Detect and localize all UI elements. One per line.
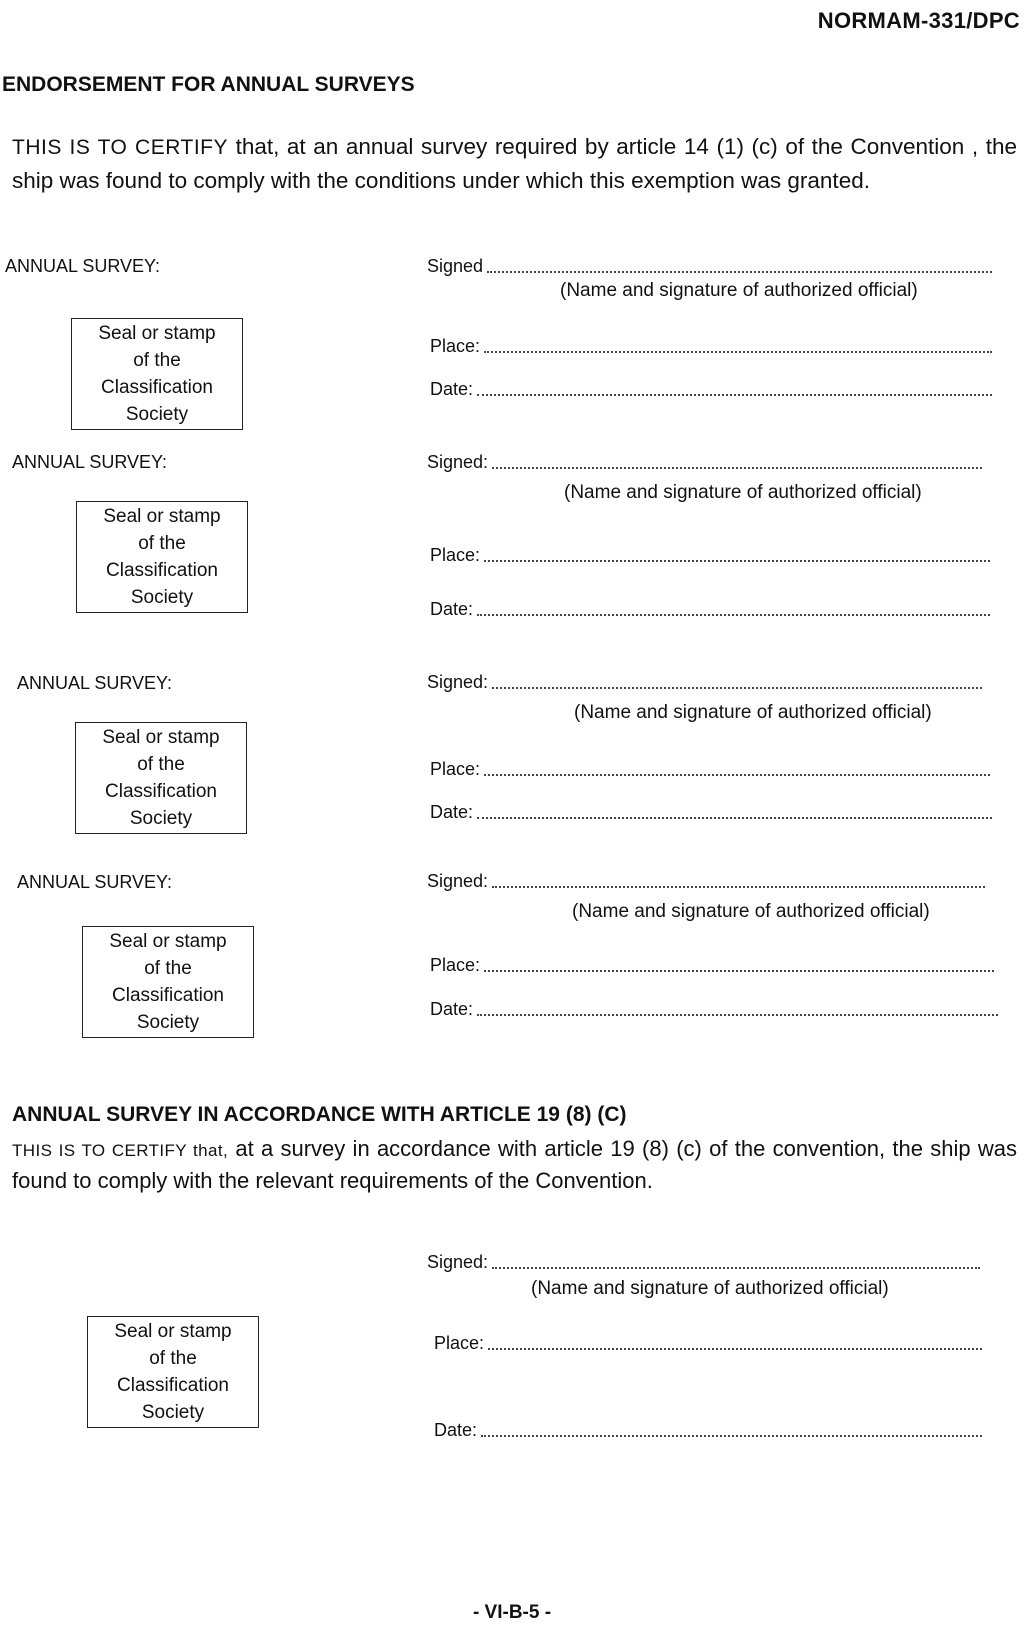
signed-line[interactable] [492, 872, 985, 888]
section-text: at a survey in accordance with article 19 (8) (c) of the convention, the ship was found to comply with the relevant requirements of the Convention. [12, 1136, 1017, 1193]
signed-line[interactable] [492, 673, 982, 689]
place-label: Place: [430, 759, 481, 779]
signed-caption-3: (Name and signature of authorized official) [574, 702, 932, 723]
place-label: Place: [434, 1333, 485, 1353]
date-label: Date: [430, 802, 474, 822]
signed-label: Signed: [427, 672, 489, 692]
signed-label: Signed: [427, 452, 489, 472]
date-label: Date: [430, 999, 474, 1019]
seal-box-2 [76, 501, 248, 613]
seal-line: Seal or stamp [102, 727, 220, 748]
seal-line: Seal or stamp [109, 931, 227, 952]
signed-line[interactable] [487, 257, 992, 273]
date-field-3[interactable] [430, 802, 992, 823]
section-lead: THIS IS TO CERTIFY that, [12, 1141, 229, 1160]
survey-label-4: ANNUAL SURVEY: [17, 872, 173, 892]
date-line[interactable] [477, 1000, 998, 1016]
signed-field-4[interactable] [427, 871, 985, 892]
seal-line: Classification [105, 781, 217, 802]
place-line[interactable] [488, 1334, 982, 1350]
place-line[interactable] [484, 760, 990, 776]
seal-line: Classification [117, 1375, 229, 1396]
seal-box-5 [87, 1316, 259, 1428]
date-label: Date: [434, 1420, 478, 1440]
seal-line: of the [144, 958, 192, 979]
seal-box-1 [71, 318, 243, 430]
place-label: Place: [430, 545, 481, 565]
survey-label-3: ANNUAL SURVEY: [17, 673, 173, 693]
date-line[interactable] [477, 803, 992, 819]
survey-label-2: ANNUAL SURVEY: [12, 452, 168, 472]
document-code: NORMAM-331/DPC [817, 8, 1020, 33]
place-line[interactable] [484, 956, 994, 972]
seal-line: Society [130, 587, 194, 608]
seal-line: of the [137, 754, 185, 775]
signed-label: Signed: [427, 871, 489, 891]
place-line[interactable] [484, 546, 990, 562]
date-line[interactable] [477, 600, 990, 616]
place-field-1[interactable] [430, 336, 992, 357]
signed-caption-5: (Name and signature of authorized official) [531, 1278, 889, 1299]
seal-line: of the [149, 1348, 197, 1369]
signed-field-2[interactable] [427, 452, 982, 473]
signed-label: Signed: [427, 1252, 489, 1272]
page-number: - VI-B-5 - [472, 1602, 552, 1623]
section-paragraph [12, 1134, 1017, 1196]
seal-line: Society [141, 1402, 205, 1423]
date-label: Date: [430, 599, 474, 619]
seal-line: Society [129, 808, 193, 829]
seal-box-4 [82, 926, 254, 1038]
page-title: ENDORSEMENT FOR ANNUAL SURVEYS [2, 73, 415, 96]
seal-line: Society [136, 1012, 200, 1033]
date-field-4[interactable] [430, 999, 998, 1020]
seal-line: Society [125, 404, 189, 425]
date-line[interactable] [477, 380, 992, 396]
date-field-1[interactable] [430, 379, 992, 400]
date-field-2[interactable] [430, 599, 990, 620]
signed-line[interactable] [492, 1253, 980, 1269]
place-field-2[interactable] [430, 545, 990, 566]
seal-line: of the [138, 533, 186, 554]
seal-line: Classification [106, 560, 218, 581]
place-label: Place: [430, 336, 481, 356]
seal-line: Seal or stamp [114, 1321, 232, 1342]
section-title: ANNUAL SURVEY IN ACCORDANCE WITH ARTICLE 19 (8) (C) [12, 1103, 627, 1126]
place-line[interactable] [484, 337, 992, 353]
place-field-5[interactable] [434, 1333, 982, 1354]
intro-paragraph [12, 130, 1017, 197]
seal-line: Seal or stamp [103, 506, 221, 527]
seal-line: Seal or stamp [98, 323, 216, 344]
intro-lead: THIS IS TO CERTIFY [12, 136, 228, 159]
place-label: Place: [430, 955, 481, 975]
date-field-5[interactable] [434, 1420, 982, 1441]
date-label: Date: [430, 379, 474, 399]
place-field-4[interactable] [430, 955, 994, 976]
signed-label: Signed [427, 256, 484, 276]
seal-line: of the [133, 350, 181, 371]
signed-caption-4: (Name and signature of authorized official) [572, 901, 930, 922]
seal-line: Classification [101, 377, 213, 398]
intro-text: that, at an annual survey required by article 14 (1) (c) of the Convention , the ship was found to comply with the conditions under which this exemption was granted. [12, 134, 1017, 193]
seal-line: Classification [112, 985, 224, 1006]
signed-line[interactable] [492, 453, 982, 469]
signed-field-5[interactable] [427, 1252, 980, 1273]
signed-field-1[interactable] [427, 256, 992, 277]
seal-box-3 [75, 722, 247, 834]
survey-label-1: ANNUAL SURVEY: [5, 256, 161, 276]
signed-caption-1: (Name and signature of authorized official) [560, 280, 918, 301]
date-line[interactable] [481, 1421, 982, 1437]
signed-caption-2: (Name and signature of authorized official) [564, 482, 922, 503]
place-field-3[interactable] [430, 759, 990, 780]
signed-field-3[interactable] [427, 672, 982, 693]
